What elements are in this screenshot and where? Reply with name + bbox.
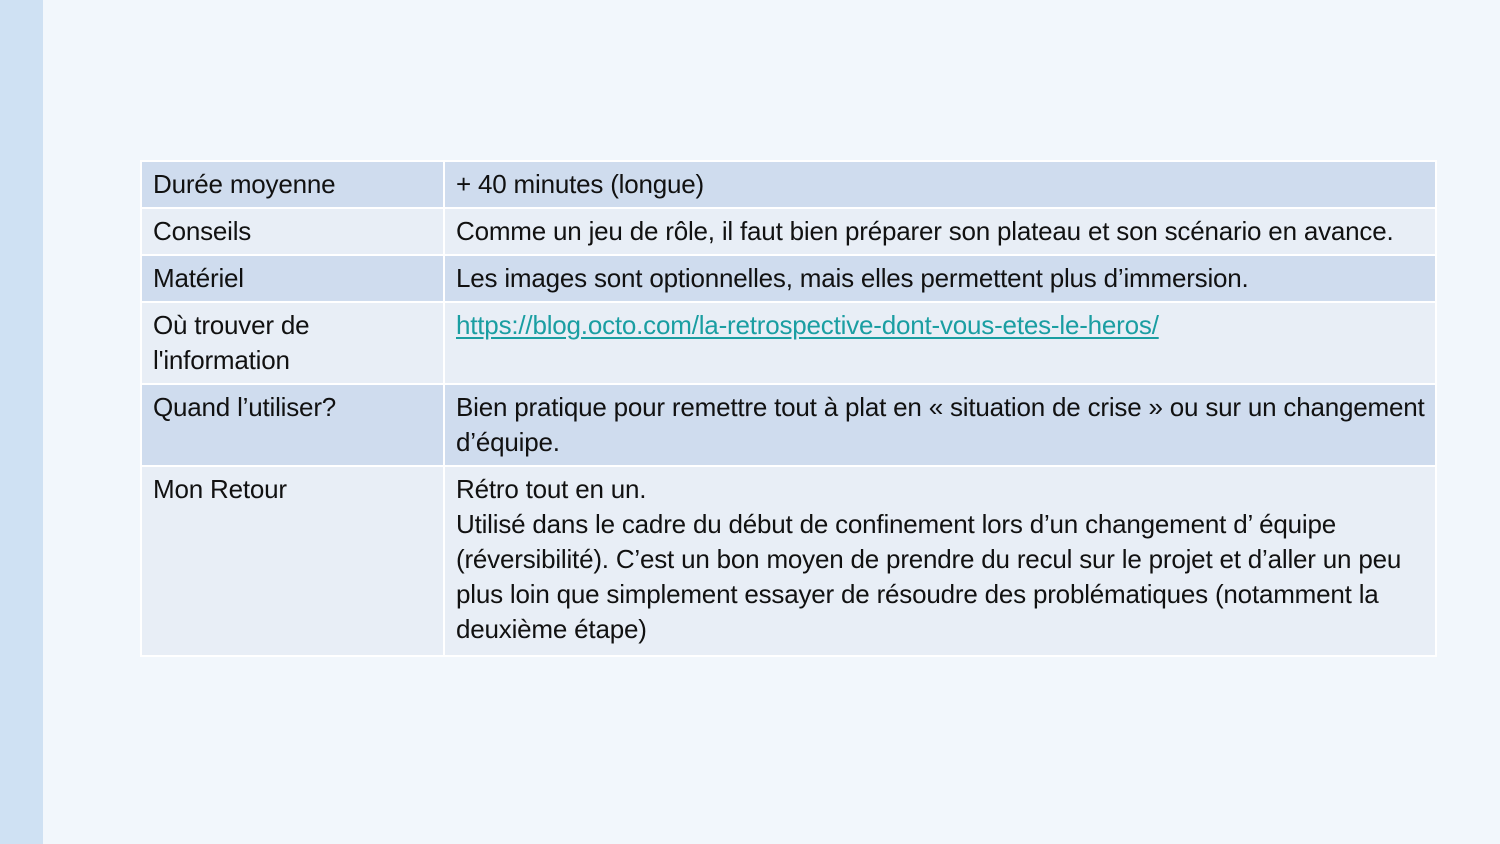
row-value [444, 466, 1436, 656]
table-row-materiel [141, 255, 1436, 302]
side-accent-bar [0, 0, 43, 844]
row-value: Les images sont optionnelles, mais elles permettent plus d’immersion. [444, 255, 1436, 302]
retour-line-2: Utilisé dans le cadre du début de confinement lors d’un changement d’ équipe (réversibilité). C’est un bon moyen de prendre du recul sur le projet et d’aller un peu plus loin que simplement essayer de résoudre des problématiques (notamment la deuxième étape) [456, 509, 1402, 644]
table-row-duree [141, 161, 1436, 208]
row-label: Matériel [141, 255, 444, 302]
row-value: Bien pratique pour remettre tout à plat en « situation de crise » ou sur un changement d’équipe. [444, 384, 1436, 466]
retour-line-1: Rétro tout en un. [456, 474, 647, 504]
row-label: Durée moyenne [141, 161, 444, 208]
row-value: Comme un jeu de rôle, il faut bien préparer son plateau et son scénario en avance. [444, 208, 1436, 255]
info-link[interactable]: https://blog.octo.com/la-retrospective-dont-vous-etes-le-heros/ [456, 310, 1159, 340]
row-label: Conseils [141, 208, 444, 255]
row-value [444, 302, 1436, 384]
table-row-information [141, 302, 1436, 384]
row-value: + 40 minutes (longue) [444, 161, 1436, 208]
table-row-retour [141, 466, 1436, 656]
row-label: Où trouver de l'information [141, 302, 444, 384]
row-label: Quand l’utiliser? [141, 384, 444, 466]
table-row-conseils [141, 208, 1436, 255]
table-row-quand [141, 384, 1436, 466]
row-label: Mon Retour [141, 466, 444, 656]
info-table [140, 160, 1437, 657]
